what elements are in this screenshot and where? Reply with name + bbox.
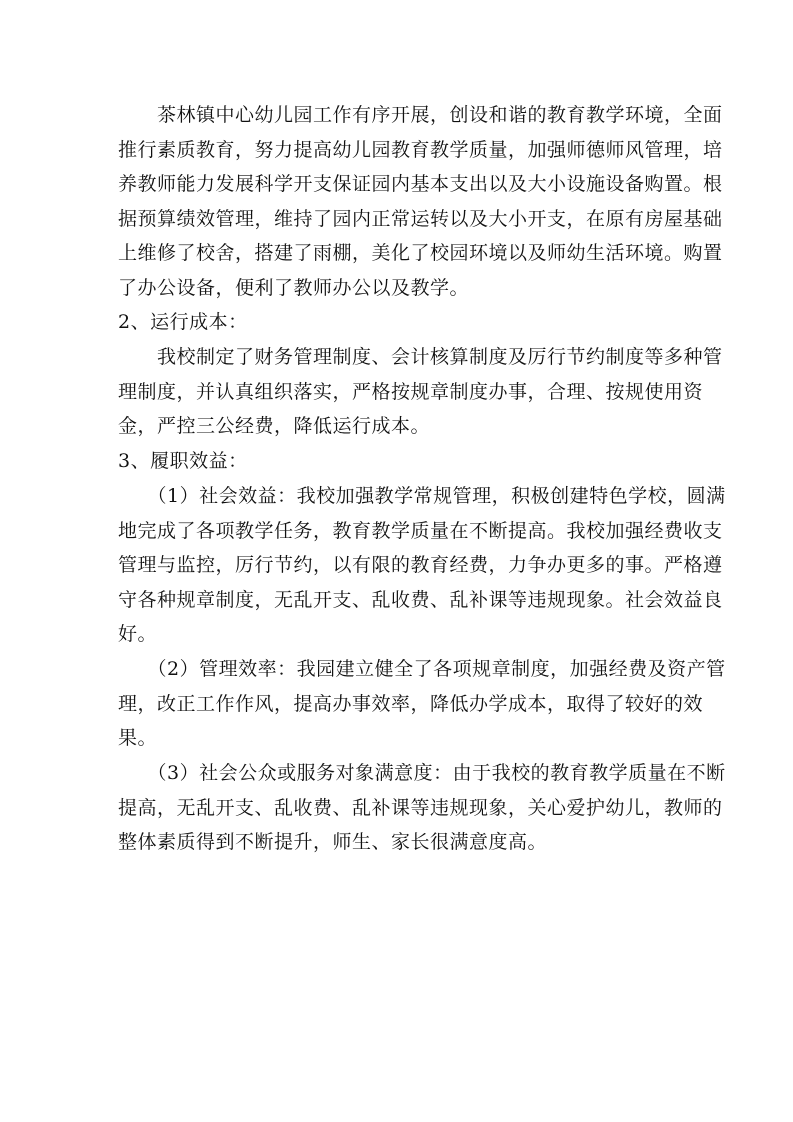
paragraph-line: 理，改正工作作风，提高办事效率，降低办学成本，取得了较好的效: [118, 692, 704, 715]
paragraph-line: 了办公设备，便利了教师办公以及教学。: [118, 276, 470, 299]
intro-paragraph: [118, 98, 723, 305]
paragraph-line: 管理与监控，厉行节约，以有限的教育经费，力争办更多的事。严格遵: [118, 554, 723, 576]
paragraph-line: 推行素质教育，努力提高幼儿园教育教学质量，加强师德师风管理，培: [118, 138, 723, 161]
paragraph-line: 金，严控三公经费，降低运行成本。: [118, 415, 431, 437]
satisfaction-paragraph: [118, 756, 726, 860]
section-heading-performance-benefit: [118, 444, 718, 479]
paragraph-line: 茶林镇中心幼儿园工作有序开展，创设和谐的教育教学环境，全面: [118, 104, 723, 126]
paragraph-line: 我校制定了财务管理制度、会计核算制度及厉行节约制度等多种管: [118, 346, 723, 368]
section-heading-operating-cost: [118, 305, 718, 340]
heading-text: 2、运行成本：: [118, 311, 248, 333]
paragraph-line: 理制度，并认真组织落实，严格按规章制度办事，合理、按规使用资: [118, 380, 704, 403]
social-benefit-paragraph: [118, 479, 726, 652]
paragraph-line: （1）社会效益：我校加强教学常规管理，积极创建特色学校，圆满: [118, 485, 726, 507]
operating-cost-paragraph: [118, 340, 723, 444]
paragraph-line: 好。: [118, 623, 158, 645]
paragraph-line: 提高，无乱开支、乱收费、乱补课等违规现象，关心爱护幼儿，教师的: [118, 796, 723, 819]
paragraph-line: 上维修了校舍，搭建了雨棚，美化了校园环境以及师幼生活环境。购置: [118, 242, 723, 264]
paragraph-line: 地完成了各项教学任务，教育教学质量在不断提高。我校加强经费收支: [118, 519, 723, 542]
paragraph-line: （2）管理效率：我园建立健全了各项规章制度，加强经费及资产管: [118, 658, 726, 680]
paragraph-line: 守各种规章制度，无乱开支、乱收费、乱补课等违规现象。社会效益良: [118, 588, 723, 611]
paragraph-line: 据预算绩效管理，维持了园内正常运转以及大小开支，在原有房屋基础: [118, 207, 723, 230]
paragraph-line: 整体素质得到不断提升，师生、家长很满意度高。: [118, 831, 548, 853]
paragraph-line: 果。: [118, 727, 158, 749]
management-efficiency-paragraph: [118, 652, 726, 756]
paragraph-line: （3）社会公众或服务对象满意度：由于我校的教育教学质量在不断: [118, 762, 726, 784]
heading-text: 3、履职效益：: [118, 450, 248, 472]
paragraph-line: 养教师能力发展科学开支保证园内基本支出以及大小设施设备购置。根: [118, 173, 723, 195]
